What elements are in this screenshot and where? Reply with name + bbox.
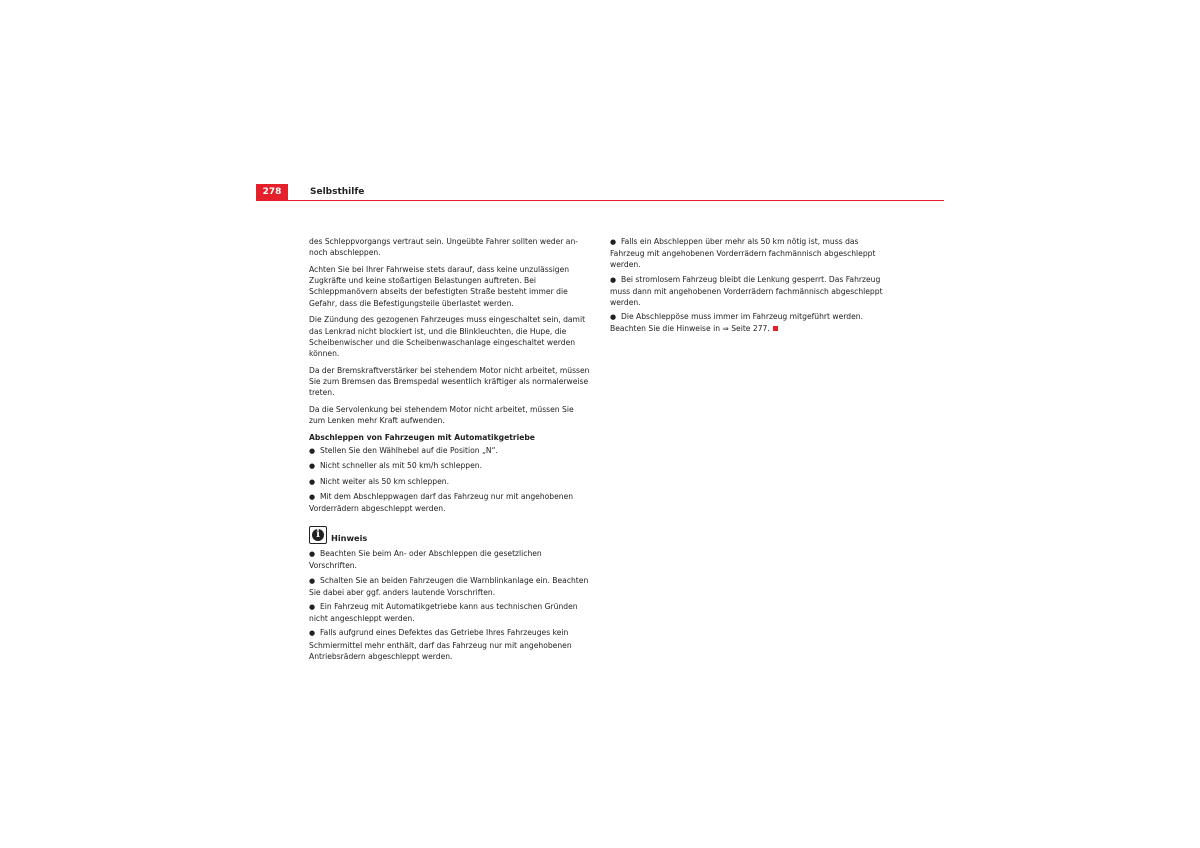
page-number: 278 (256, 184, 288, 201)
list-item: ● Beachten Sie beim An- oder Abschleppen die gesetzlichen Vorschriften. (309, 549, 542, 571)
left-column (309, 236, 592, 665)
right-column (610, 236, 895, 338)
paragraph: Die Zündung des gezogenen Fahrzeuges muss eingeschaltet sein, damit das Lenkrad nicht blockiert ist, und die Blinkleuchten, die Hupe, die Scheibenwischer und die Scheibenwaschanlage eingeschaltet werden können. (309, 315, 586, 359)
bullet-icon: ● (309, 477, 316, 486)
list-item: ● Nicht weiter als 50 km schleppen. (309, 476, 592, 488)
paragraph: Achten Sie bei Ihrer Fahrweise stets darauf, dass keine unzulässigen Zugkräfte und keine stoßartigen Belastungen auftreten. Bei Schleppmanövern abseits der befestigten Straße besteht immer die Gefahr, dass die Befestigungsteile überlastet werden. (309, 265, 570, 308)
list-item: ● Nicht schneller als mit 50 km/h schleppen. (309, 460, 592, 472)
list-item: ● Falls aufgrund eines Defektes das Getriebe Ihres Fahrzeuges kein Schmiermittel mehr enthält, darf das Fahrzeug nur mit angehobenen Antriebsrädern abgeschleppt werden. (309, 628, 572, 661)
list-item: ● Bei stromlosem Fahrzeug bleibt die Lenkung gesperrt. Das Fahrzeug muss dann mit angehobenen Vorderrädern fachmännisch abgeschleppt werden. (610, 274, 883, 308)
paragraph: des Schleppvorgangs vertraut sein. Ungeübte Fahrer sollten weder an- noch abschleppen. (309, 237, 578, 258)
note-title: Hinweis (331, 533, 368, 544)
list-item: ● Ein Fahrzeug mit Automatikgetriebe kann aus technischen Gründen nicht angeschleppt werden. (309, 602, 578, 624)
bullet-icon: ● (309, 447, 316, 456)
paragraph: Da der Bremskraftverstärker bei stehendem Motor nicht arbeitet, müssen Sie zum Bremsen das Bremspedal wesentlich kräftiger als normalerweise treten. (309, 365, 590, 398)
header-rule (256, 200, 944, 201)
bullet-icon: ● (309, 629, 316, 638)
bullet-icon: ● (309, 576, 316, 585)
bullet-icon: ● (610, 238, 617, 246)
list-item: ● Falls ein Abschleppen über mehr als 50 km nötig ist, muss das Fahrzeug mit angehobenen Vorderrädern fachmännisch abgeschleppt werden. (610, 237, 876, 270)
bullet-icon: ● (309, 603, 316, 612)
note-header (309, 526, 592, 544)
list-item: ● Die Abschleppöse muss immer im Fahrzeug mitgeführt werden. Beachten Sie die Hinweise in ⇒ Seite 277. (610, 312, 864, 334)
section-title: Selbsthilfe (310, 187, 365, 197)
bullet-icon: ● (610, 313, 617, 322)
info-icon: i (309, 526, 327, 544)
end-of-section-icon (773, 326, 778, 331)
bullet-icon: ● (309, 462, 316, 471)
bullet-icon: ● (610, 275, 617, 284)
bullet-icon: ● (309, 492, 316, 501)
list-item: ● Schalten Sie an beiden Fahrzeugen die Warnblinkanlage ein. Beachten Sie dabei aber ggf. anders lautende Vorschriften. (309, 575, 589, 597)
list-item: ● Stellen Sie den Wählhebel auf die Position „N“. (309, 445, 592, 457)
automatic-heading: Abschleppen von Fahrzeugen mit Automatikgetriebe (309, 433, 535, 443)
list-item: ● Mit dem Abschleppwagen darf das Fahrzeug nur mit angehobenen Vorderrädern abgeschleppt werden. (309, 491, 574, 514)
paragraph: Da die Servolenkung bei stehendem Motor nicht arbeitet, müssen Sie zum Lenken mehr Kraft aufwenden. (309, 405, 574, 426)
bullet-icon: ● (309, 550, 316, 559)
